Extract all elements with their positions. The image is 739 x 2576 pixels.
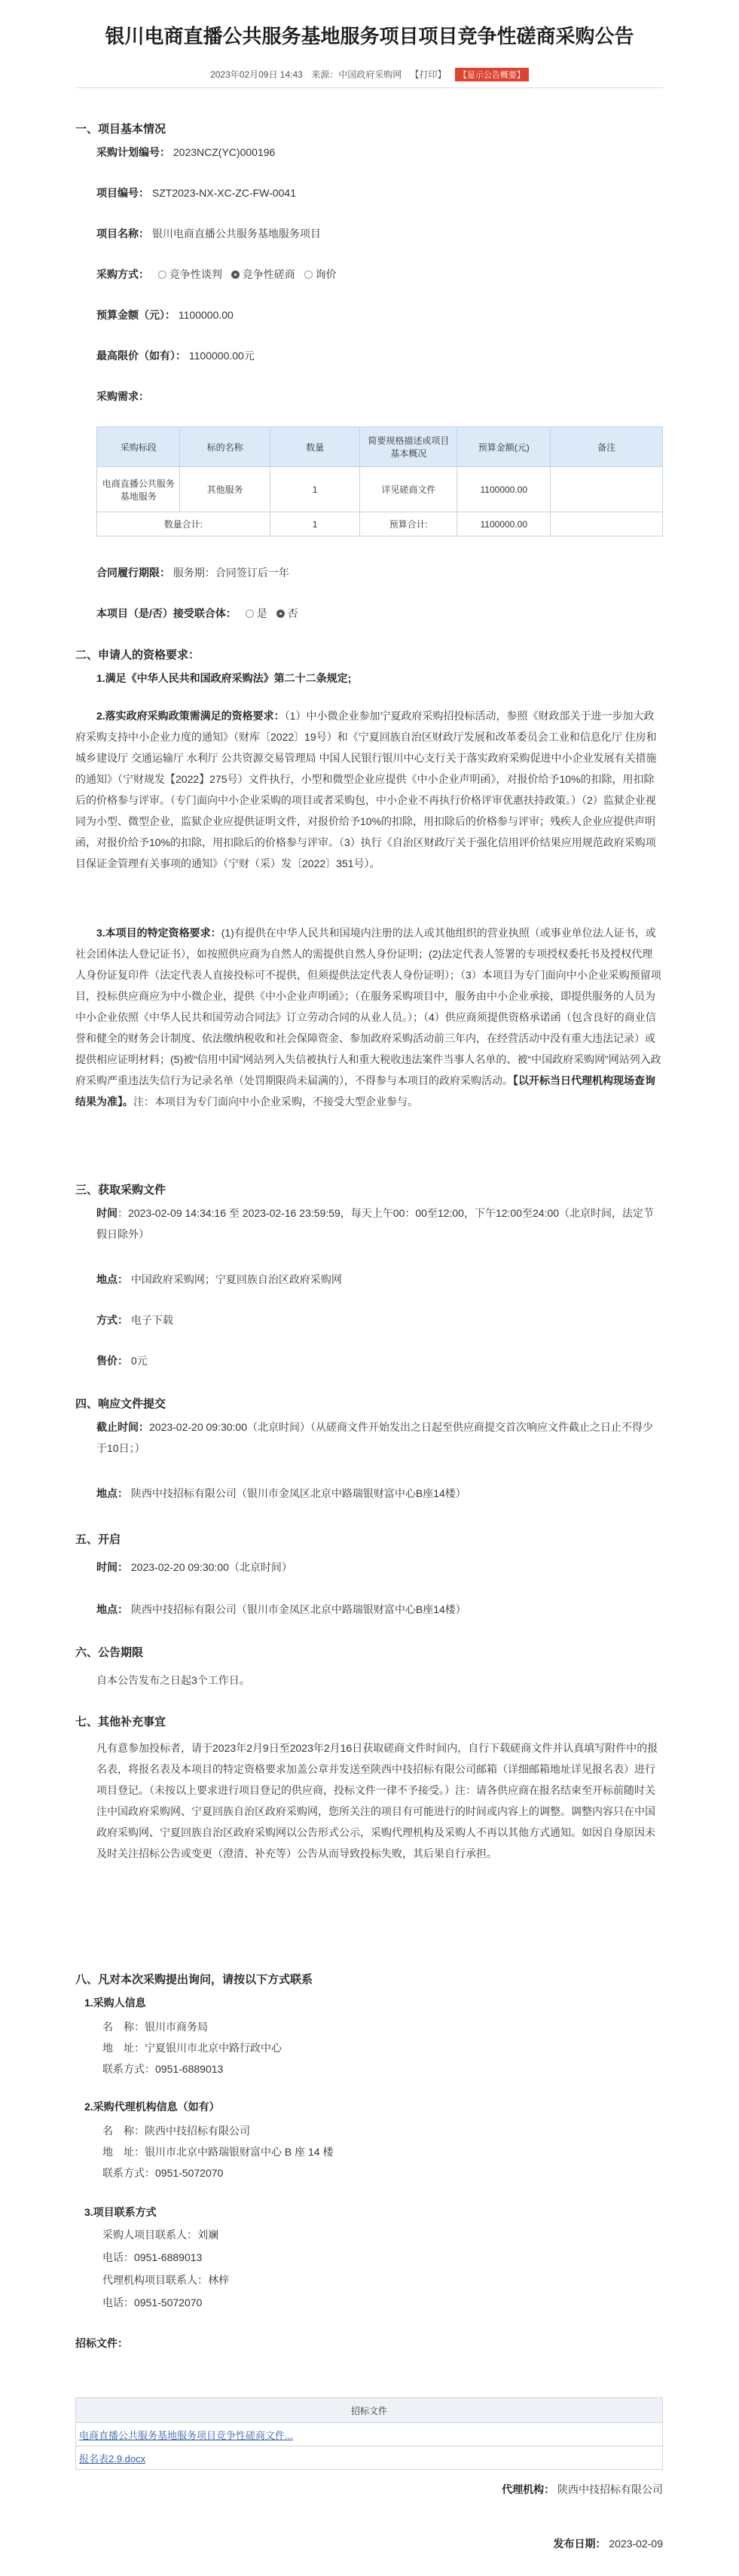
- agent-person-row: [102, 2272, 229, 2287]
- method-option-inquiry: 询价: [315, 268, 337, 280]
- obtain-place-value: 中国政府采购网；宁夏回族自治区政府采购网: [130, 1273, 342, 1285]
- agent-person-value: 林梓: [208, 2274, 229, 2286]
- table-cell: 1100000.00: [457, 467, 551, 512]
- footer-date-row: [553, 2536, 663, 2551]
- qualification-3: [75, 922, 663, 1112]
- table-total-row: [97, 512, 663, 536]
- project-name-row: [96, 226, 321, 241]
- buyer-name-label: 名 称：: [102, 2021, 145, 2033]
- max-price-label: 最高限价（如有）：: [96, 350, 186, 362]
- meta-line: [0, 68, 739, 81]
- table-header-cell: 标的名称: [180, 427, 270, 467]
- qualification-2: [75, 705, 663, 874]
- section-7-heading: 七、其他补充事宜: [75, 1716, 166, 1728]
- table-row: [76, 2423, 663, 2446]
- agent-contact-row: [102, 2165, 223, 2180]
- price-label: 售价：: [96, 1355, 128, 1367]
- buyer-address-label: 地 址：: [102, 2042, 145, 2054]
- deadline-value: 2023-02-20 09:30:00（北京时间）（从磋商文件开始发出之日起至供应商提交首次响应文件截止之日止不得少于10日；）: [96, 1421, 653, 1454]
- consortium-label: 本项目（是/否）接受联合体：: [96, 607, 237, 619]
- print-link[interactable]: 【打印】: [410, 69, 447, 80]
- attachment-cell: [76, 2446, 663, 2470]
- price-row: [96, 1353, 148, 1368]
- obtain-time-value: ：2023-02-09 14:34:16 至 2023-02-16 23:59:59，每天上午00：00至12:00，下午12:00至24:00（北京时间，法定节假日除外）: [96, 1207, 655, 1240]
- qualification-3-lead: 3.本项目的特定资格要求：: [96, 927, 221, 939]
- open-place-value: 陕西中技招标有限公司（银川市金凤区北京中路瑞银财富中心B座14楼）: [130, 1603, 466, 1615]
- table-cell: 详见磋商文件: [360, 467, 457, 512]
- open-place-label: 地点：: [96, 1603, 128, 1615]
- open-place-row: [96, 1602, 466, 1617]
- attachments-table: [75, 2397, 663, 2470]
- method-option-consultation: 竞争性磋商: [242, 268, 295, 280]
- agent-name-row: [102, 2123, 250, 2138]
- buyer-contact-row: [102, 2061, 223, 2076]
- buyer-name-row: [102, 2019, 208, 2034]
- procurement-method-label: 采购方式：: [96, 268, 149, 280]
- section-5-heading: 五、开启: [75, 1533, 121, 1546]
- page-title: 银川电商直播公共服务基地服务项目项目竞争性磋商采购公告: [105, 25, 634, 47]
- buyer-person-label: 采购人项目联系人：: [102, 2229, 197, 2241]
- section-6-heading: 六、公告期限: [75, 1646, 144, 1659]
- agent-address-value: 银川市北京中路瑞银财富中心 B 座 14 楼: [145, 2146, 334, 2158]
- obtain-way-label: 方式：: [96, 1314, 128, 1326]
- contract-period-label: 合同履行期限：: [96, 567, 170, 579]
- qualification-3-end: 注：本项目为专门面向中小企业采购，不接受大型企业参与。: [133, 1095, 418, 1108]
- obtain-time-row: [96, 1202, 663, 1245]
- open-time-value: 2023-02-20 09:30:00（北京时间）: [130, 1561, 292, 1573]
- supplementary-text: 凡有意参加投标者，请于2023年2月9日至2023年2月16日获取磋商文件时间内，自行下载磋商文件并认真填写附件中的报名表，将报名表及本项目的特定资格要求加盖公章并发送至陕西中技招标有限公司邮箱（详细邮箱地址详见报名表）进行项目登记。（未按以上要求进行项目登记的供应商，投标文件一律不予接受。）注：请各供应商在报名结束至开标前随时关注中国政府采购网、宁夏回族自治区政府采购网，您所关注的项目有可能进行的时间或内容上的调整。调整内容只在中国政府采购网、宁夏回族自治区政府采购网以公告形式公示，采购代理机构及采购人不再以其他方式通知。如因自身原因未及时关注招标公告或变更（澄清、补充等）公告从而导致投标失败，其后果自行承担。: [96, 1742, 658, 1859]
- notice-period-text: 自本公告发布之日起3个工作日。: [96, 1674, 250, 1686]
- obtain-time-label: 时间: [96, 1207, 118, 1219]
- table-header-row: [97, 427, 663, 467]
- agent-phone-value: 0951-5072070: [134, 2296, 203, 2309]
- buyer-address-row: [102, 2040, 282, 2055]
- table-header-cell: 预算金额(元): [457, 427, 551, 467]
- table-cell: 1: [270, 512, 360, 536]
- table-header-row: [76, 2398, 663, 2423]
- agent-address-row: [102, 2144, 333, 2159]
- table-header-cell: 采购标段: [97, 427, 180, 467]
- open-time-row: [96, 1560, 292, 1575]
- obtain-place-label: 地点：: [96, 1273, 128, 1285]
- attachment-cell: [76, 2423, 663, 2446]
- table-cell: 电商直播公共服务基地服务: [97, 467, 180, 512]
- agent-info-heading: 2.采购代理机构信息（如有）: [84, 2101, 220, 2113]
- footer-agent-label: 代理机构：: [502, 2483, 555, 2495]
- project-name-value: 银川电商直播公共服务基地服务项目: [151, 228, 321, 240]
- attachment-link[interactable]: 报名表2.9.docx: [79, 2452, 146, 2464]
- agent-phone-label: 电话：: [102, 2296, 134, 2309]
- radio-icon[interactable]: [304, 270, 313, 279]
- attachment-link[interactable]: 电商直播公共服务基地服务项目竞争性磋商文件...: [79, 2429, 293, 2441]
- divider: [75, 87, 663, 88]
- qualification-3-tail: 【以开标当日代理机构现场查询结果为准】。: [75, 1074, 655, 1108]
- max-price-value: 1100000.00元: [188, 350, 255, 362]
- budget-value: 1100000.00: [178, 309, 234, 321]
- qualification-3-text: (1)有提供在中华人民共和国境内注册的法人或其他组织的营业执照（或事业单位法人证书，或社会团体法人登记证书），如按照供应商为自然人的需提供自然人身份证明；(2)法定代表人签署的专项授权委托书及授权代理人身份证复印件（法定代表人直接投标可不提供，但须提供法定代表人身份证明）；（3）本项目为专门面向中小企业采购预留项目，投标供应商应为中小微企业，提供《中小企业声明函》；（在服务采购项目中，服务由中小企业承接，即提供服务的人员为中小企业依照《中华人民共和国劳动合同法》订立劳动合同的从业人员。）；（4）供应商须提供资格承诺函（包含良好的商业信誉和健全的财务会计制度、依法缴纳税收和社会保障资金、参加政府采购活动前三年内，在经营活动中没有重大违法记录）或提供相应证明材料；(5)被“信用中国”网站列入失信被执行人和重大税收违法案件当事人名单的、被“中国政府采购网”网站列入政府采购严重违法失信行为记录名单（处罚期限尚未届满的），不得参与本项目的政府采购活动。: [75, 927, 661, 1086]
- footer-agent-row: [502, 2482, 663, 2497]
- submit-place-label: 地点：: [96, 1487, 128, 1499]
- table-header-cell: 数量: [270, 427, 360, 467]
- table-header-cell: 简要规格描述或项目基本概况: [360, 427, 457, 467]
- buyer-info-heading: 1.采购人信息: [84, 1997, 146, 2009]
- table-cell: [551, 512, 663, 536]
- obtain-way-value: 电子下载: [130, 1314, 173, 1326]
- qualification-2-text: （1）中小微企业参加宁夏政府采购招投标活动，参照《财政部关于进一步加大政府采购支持中小企业力度的通知》（财库〔2022〕19号）和《宁夏回族自治区财政厅发展和改革委员会工业和信息化厅 住房和城乡建设厅 交通运输厅 水利厅 公共资源交易管理局 中国人民银行银川中心支行关于落实政府采购促进中小企业发展有关措施的通知》（宁财规发【2022】275号）文件执行，小型和微型企业应提供《中小企业声明函》，对报价给予10%的扣除，用扣除后的价格参与评审。（专门面向中小企业采购的项目或者采购包，中小企业不再执行价格评审优惠扶持政策。）（2）监狱企业视同为小型、微型企业，监狱企业应提供证明文件，对报价给予10%的扣除，用扣除后的价格参与评审；残疾人企业应提供声明函，对报价给予10%的扣除，用扣除后的价格参与评审。（3）执行《自治区财政厅关于强化信用评价结果应用规范政府采购项目保证金管理有关事项的通知》（宁财（采）发〔2022〕351号）。: [75, 710, 657, 869]
- buyer-contact-label: 联系方式：: [102, 2063, 155, 2075]
- contract-period-row: [96, 565, 289, 580]
- qualification-2-lead: 2.落实政府采购政策需满足的资格要求：: [96, 710, 285, 722]
- project-number-label: 项目编号：: [96, 187, 149, 199]
- section-2-heading: 二、申请人的资格要求：: [75, 649, 200, 662]
- section-3-heading: 三、获取采购文件: [75, 1184, 166, 1196]
- consortium-row: [96, 606, 298, 621]
- section-8-heading: 八、凡对本次采购提出询问，请按以下方式联系: [75, 1973, 313, 1986]
- procurement-method-row: [96, 267, 337, 282]
- table-header-cell: 备注: [551, 427, 663, 467]
- radio-selected-icon[interactable]: [231, 270, 240, 279]
- table-cell: 数量合计:: [97, 512, 270, 536]
- contract-period-value: 服务期：合同签订后一年: [173, 567, 289, 579]
- publish-date: 2023年02月09日 14:43: [210, 69, 303, 80]
- attachments-label: 招标文件：: [75, 2337, 128, 2349]
- agent-contact-value: 0951-5072070: [155, 2167, 224, 2179]
- buyer-contact-value: 0951-6889013: [155, 2063, 224, 2075]
- footer-agent-value: 陕西中技招标有限公司: [557, 2483, 663, 2495]
- attachments-header: 招标文件: [76, 2398, 663, 2423]
- footer-date-value: 2023-02-09: [609, 2538, 663, 2550]
- requirements-label: 采购需求：: [96, 390, 149, 402]
- plan-number-value: 2023NCZ(YC)000196: [173, 146, 276, 158]
- buyer-name-value: 银川市商务局: [145, 2021, 208, 2033]
- source-text: 来源：中国政府采购网: [311, 69, 402, 80]
- budget-row: [96, 307, 234, 322]
- section-1-heading: 一、项目基本情况: [75, 123, 166, 136]
- submit-place-value: 陕西中技招标有限公司（银川市金凤区北京中路瑞银财富中心B座14楼）: [130, 1487, 466, 1499]
- project-number-row: [96, 185, 296, 200]
- deadline-row: [96, 1416, 663, 1459]
- qualification-1: 1.满足《中华人民共和国政府采购法》第二十二条规定;: [96, 672, 352, 684]
- price-value: 0元: [130, 1355, 148, 1367]
- table-row: [76, 2446, 663, 2470]
- agent-name-label: 名 称：: [102, 2125, 145, 2137]
- radio-icon[interactable]: [246, 610, 254, 618]
- deadline-label: 截止时间：: [96, 1421, 149, 1433]
- max-price-row: [96, 348, 255, 363]
- summary-toggle-button[interactable]: 【显示公告概要】: [455, 68, 529, 81]
- agent-address-label: 地 址：: [102, 2146, 145, 2158]
- submit-place-row: [96, 1486, 466, 1501]
- requirements-table: [96, 426, 663, 536]
- project-contact-heading: 3.项目联系方式: [84, 2206, 157, 2218]
- agent-contact-label: 联系方式：: [102, 2167, 155, 2179]
- buyer-person-value: 刘斓: [197, 2229, 218, 2241]
- method-option-negotiation: 竞争性谈判: [169, 268, 222, 280]
- footer-date-label: 发布日期：: [553, 2538, 606, 2550]
- consortium-yes: 是: [256, 607, 267, 619]
- obtain-way-row: [96, 1312, 173, 1328]
- buyer-address-value: 宁夏银川市北京中路行政中心: [145, 2042, 282, 2054]
- radio-selected-icon[interactable]: [276, 610, 285, 618]
- obtain-place-row: [96, 1272, 342, 1287]
- budget-label: 预算金额（元）：: [96, 309, 176, 321]
- project-number-value: SZT2023-NX-XC-ZC-FW-0041: [151, 187, 297, 199]
- buyer-person-row: [102, 2227, 218, 2242]
- buyer-phone-label: 电话：: [102, 2251, 134, 2263]
- agent-phone-row: [102, 2295, 202, 2310]
- table-cell: 1100000.00: [457, 512, 551, 536]
- table-cell: 预算合计:: [360, 512, 457, 536]
- consortium-no: 否: [287, 607, 298, 619]
- section-4-heading: 四、响应文件提交: [75, 1398, 166, 1410]
- table-cell: [551, 467, 663, 512]
- table-cell: 1: [270, 467, 360, 512]
- project-name-label: 项目名称：: [96, 228, 149, 240]
- radio-icon[interactable]: [158, 270, 166, 279]
- table-row: [97, 467, 663, 512]
- agent-name-value: 陕西中技招标有限公司: [145, 2125, 250, 2137]
- table-cell: 其他服务: [180, 467, 270, 512]
- plan-number-label: 采购计划编号：: [96, 146, 170, 158]
- plan-number-row: [96, 145, 275, 160]
- agent-person-label: 代理机构项目联系人：: [102, 2274, 208, 2286]
- buyer-phone-value: 0951-6889013: [134, 2251, 203, 2263]
- buyer-phone-row: [102, 2250, 202, 2265]
- open-time-label: 时间：: [96, 1561, 128, 1573]
